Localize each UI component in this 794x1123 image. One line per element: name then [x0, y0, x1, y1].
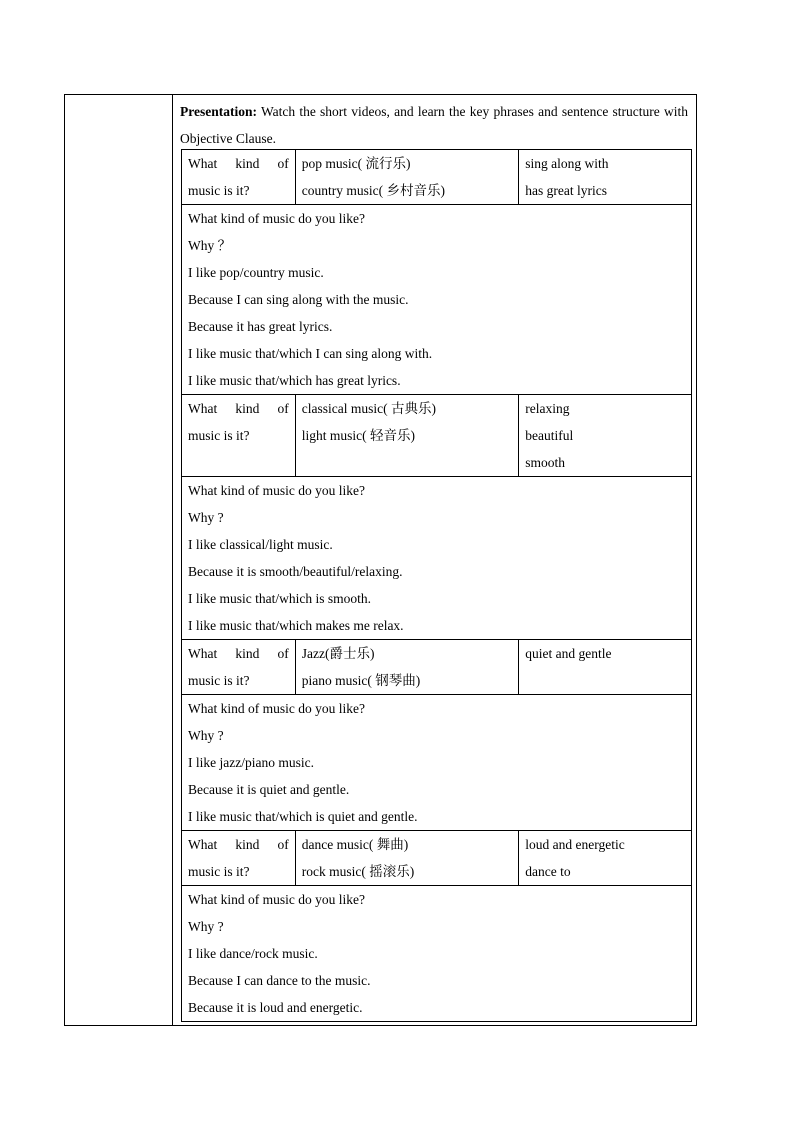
reason: smooth: [525, 455, 566, 470]
dialogue-line: What kind of music do you like?: [188, 701, 365, 716]
dialogue-line: I like music that/which has great lyrics.: [188, 373, 401, 388]
dialogue-line: I like pop/country music.: [188, 265, 324, 280]
music-types-cell: [295, 150, 519, 205]
dialogue-line: What kind of music do you like?: [188, 892, 365, 907]
presentation-text: Watch the short videos, and learn the key phrases and sentence structure with Objective Clause.: [180, 104, 688, 146]
music-type-row: [182, 640, 692, 695]
dialogue-line: Because it is quiet and gentle.: [188, 782, 350, 797]
reason: has great lyrics: [525, 183, 607, 198]
dialogue-row: [182, 886, 692, 1022]
dialogue-line: I like dance/rock music.: [188, 946, 318, 961]
music-type: dance music( 舞曲): [301, 837, 409, 852]
left-column: [65, 95, 173, 1025]
dialogue-line: I like music that/which I can sing along with.: [188, 346, 433, 361]
dialogue-line: I like classical/light music.: [188, 537, 333, 552]
music-type-row: [182, 395, 692, 477]
reason: sing along with: [525, 156, 609, 171]
dialogue-cell: [182, 205, 692, 395]
question-line2: music is it?: [188, 428, 250, 443]
dialogue-line: Because it is smooth/beautiful/relaxing.: [188, 564, 403, 579]
question-line2: music is it?: [188, 864, 250, 879]
reason: dance to: [525, 864, 571, 879]
question-cell: [182, 640, 296, 695]
dialogue-line: Because it has great lyrics.: [188, 319, 333, 334]
question-line1: What kind of: [188, 646, 289, 661]
question-line1: What kind of: [188, 837, 289, 852]
question-line1: What kind of: [188, 156, 289, 171]
music-type-row: [182, 831, 692, 886]
dialogue-line: Because I can sing along with the music.: [188, 292, 409, 307]
question-cell: [182, 150, 296, 205]
dialogue-row: [182, 477, 692, 640]
dialogue-cell: [182, 695, 692, 831]
dialogue-line: What kind of music do you like?: [188, 483, 365, 498]
dialogue-line: Why ?: [188, 728, 224, 743]
dialogue-line: Because it is loud and energetic.: [188, 1000, 363, 1015]
dialogue-line: I like music that/which makes me relax.: [188, 618, 404, 633]
dialogue-line: Why ？: [188, 238, 232, 253]
dialogue-line: I like jazz/piano music.: [188, 755, 314, 770]
question-line2: music is it?: [188, 673, 250, 688]
music-type: pop music( 流行乐): [301, 156, 411, 171]
reason: beautiful: [525, 428, 574, 443]
dialogue-row: [182, 695, 692, 831]
dialogue-line: I like music that/which is quiet and gentle.: [188, 809, 418, 824]
music-type-row: [182, 150, 692, 205]
dialogue-row: [182, 205, 692, 395]
lesson-table: [64, 94, 697, 1026]
reason: loud and energetic: [525, 837, 625, 852]
music-types-cell: [295, 395, 519, 477]
question-cell: [182, 831, 296, 886]
question-line1: What kind of: [188, 401, 289, 416]
presentation-intro: [180, 98, 688, 152]
reasons-cell: [519, 831, 692, 886]
music-type: light music( 轻音乐): [301, 428, 416, 443]
music-type: Jazz(爵士乐): [301, 646, 375, 661]
dialogue-line: What kind of music do you like?: [188, 211, 365, 226]
music-type: country music( 乡村音乐): [301, 183, 446, 198]
music-table: [181, 149, 692, 1022]
dialogue-line: Why ?: [188, 919, 224, 934]
music-type: classical music( 古典乐): [301, 401, 436, 416]
reasons-cell: [519, 395, 692, 477]
dialogue-line: Because I can dance to the music.: [188, 973, 371, 988]
dialogue-line: Why ?: [188, 510, 224, 525]
reasons-cell: [519, 150, 692, 205]
reason: quiet and gentle: [525, 646, 612, 661]
dialogue-cell: [182, 477, 692, 640]
music-type: piano music( 钢琴曲): [301, 673, 421, 688]
music-type: rock music( 摇滚乐): [301, 864, 415, 879]
dialogue-line: I like music that/which is smooth.: [188, 591, 371, 606]
music-types-cell: [295, 640, 519, 695]
reason: relaxing: [525, 401, 570, 416]
dialogue-cell: [182, 886, 692, 1022]
reasons-cell: [519, 640, 692, 695]
presentation-label: Presentation:: [180, 104, 257, 119]
music-types-cell: [295, 831, 519, 886]
question-line2: music is it?: [188, 183, 250, 198]
question-cell: [182, 395, 296, 477]
